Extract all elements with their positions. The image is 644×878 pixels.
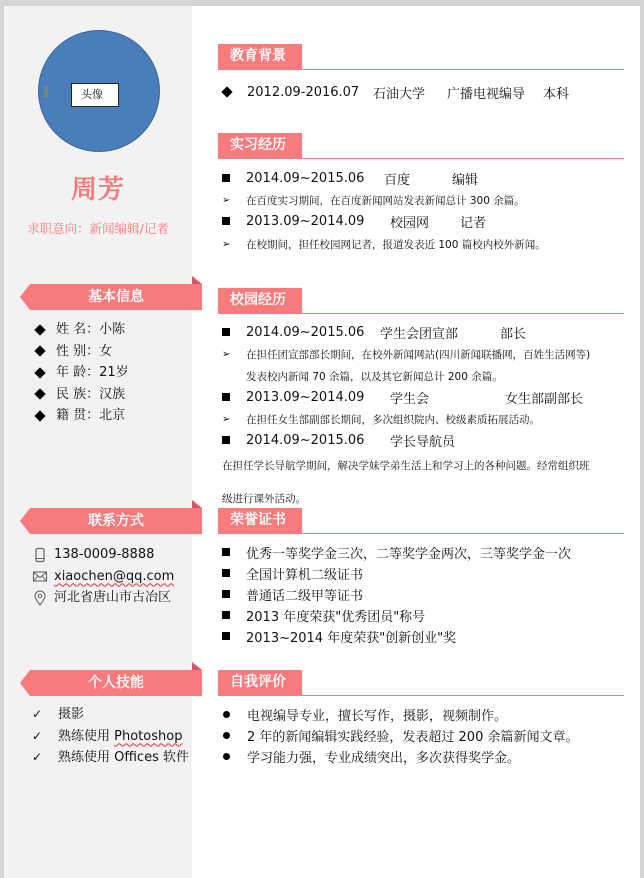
ribbon-fold <box>192 500 202 508</box>
section-title: 教育背景 <box>218 44 302 69</box>
campus-desc: ➢ 在担任女生部副部长期间，多次组织院内、校级素质拓展活动。 <box>222 413 540 426</box>
internship-entry: 2013.09~2014.09 校园网 记者 <box>222 211 486 231</box>
square-bullet-icon <box>222 174 230 182</box>
round-bullet-icon <box>223 753 230 760</box>
square-bullet-icon <box>222 393 230 401</box>
internship-desc: ➢ 在校期间，担任校园网记者，报道发表近 100 篇校内校外新闻。 <box>222 238 546 251</box>
campus-desc: 在担任学长导航学期间，解决学妹学弟生活上和学习上的各种问题。经常组织班 <box>222 460 590 472</box>
diamond-bullet-icon <box>34 324 45 335</box>
square-bullet-icon <box>222 328 230 336</box>
section-title: 基本信息 <box>88 289 144 305</box>
square-bullet-icon <box>222 632 230 640</box>
round-bullet-icon <box>223 732 230 739</box>
contact-list <box>32 544 174 609</box>
square-bullet-icon <box>222 548 230 556</box>
contact-ribbon <box>20 508 202 534</box>
honors-header <box>218 508 624 534</box>
square-bullet-icon <box>222 569 230 577</box>
self-eval-item: 电视编导专业，擅长写作，摄影，视频制作。 <box>222 704 507 724</box>
basic-info-ribbon <box>20 284 202 310</box>
arrow-bullet-icon: ➢ <box>222 238 231 250</box>
ribbon-fold <box>192 276 202 284</box>
section-title: 实习经历 <box>218 133 302 158</box>
internship-header <box>218 133 624 159</box>
resize-handle[interactable] <box>44 86 48 98</box>
contact-phone: 138-0009-8888 <box>32 544 174 566</box>
square-bullet-icon <box>222 436 230 444</box>
arrow-bullet-icon: ➢ <box>222 348 231 360</box>
honor-item: 2013 年度荣获"优秀团员"称号 <box>222 605 425 625</box>
square-bullet-icon <box>222 217 230 225</box>
contact-email: xiaochen@qq.com <box>32 566 174 588</box>
skills-list <box>32 704 189 769</box>
checkmark-icon: ✓ <box>32 750 43 764</box>
info-age: 年 龄： 21岁 <box>34 362 129 384</box>
square-bullet-icon <box>222 590 230 598</box>
round-bullet-icon <box>223 711 230 718</box>
arrow-bullet-icon: ➢ <box>222 194 231 206</box>
avatar-label[interactable]: 头像 <box>71 83 119 107</box>
honor-item: 普通话二级甲等证书 <box>222 584 363 604</box>
internship-desc: ➢ 在百度实习期间，在百度新闻网站发表新闻总计 300 余篇。 <box>222 194 525 207</box>
diamond-bullet-icon <box>34 367 45 378</box>
checkmark-icon: ✓ <box>32 728 43 743</box>
square-bullet-icon <box>222 611 230 619</box>
diamond-bullet-icon <box>221 86 232 97</box>
contact-address: 河北省唐山市古冶区 <box>32 587 174 609</box>
location-pin-icon <box>32 590 48 606</box>
honor-item: 优秀一等奖学金三次，二等奖学金两次，三等奖学金一次 <box>222 542 571 562</box>
section-title: 联系方式 <box>88 513 144 529</box>
section-title: 校园经历 <box>218 288 302 313</box>
campus-desc: ➢ 在担任团宣部部长期间，在校外新闻网站(四川新闻联播网，百姓生活网等) <box>222 348 591 361</box>
campus-header <box>218 288 624 314</box>
self-eval-header <box>218 670 624 696</box>
education-header <box>218 44 624 70</box>
education-entry: 2012.09-2016.07 石油大学 广播电视编导 本科 <box>222 82 569 102</box>
section-title: 荣誉证书 <box>218 508 302 533</box>
campus-entry: 2014.09~2015.06 学长导航员 <box>222 430 455 450</box>
arrow-bullet-icon: ➢ <box>222 413 231 425</box>
skill-item: ✓ 摄影 <box>32 704 189 726</box>
sidebar <box>4 6 192 878</box>
skill-item: ✓ 熟练使用 Photoshop <box>32 726 189 748</box>
info-ethnicity: 民 族： 汉族 <box>34 384 129 406</box>
basic-info-list <box>34 319 129 427</box>
self-eval-item: 学习能力强，专业成绩突出，多次获得奖学金。 <box>222 746 520 766</box>
campus-entry: 2014.09~2015.06 学生会团宣部 部长 <box>222 322 526 342</box>
info-hometown: 籍 贯： 北京 <box>34 405 129 427</box>
skills-ribbon <box>20 670 202 696</box>
checkmark-icon: ✓ <box>32 707 43 721</box>
skill-item: ✓ 熟练使用 Offices 软件 <box>32 747 189 769</box>
resume-page <box>4 6 640 878</box>
honor-item: 全国计算机二级证书 <box>222 563 363 583</box>
mail-icon <box>32 568 48 584</box>
campus-entry: 2013.09~2014.09 学生会 女生部副部长 <box>222 387 583 407</box>
campus-desc-cont: 发表校内新闻 70 余篇，以及其它新闻总计 200 余篇。 <box>246 370 503 383</box>
ribbon-fold <box>192 662 202 670</box>
phone-icon <box>32 547 48 563</box>
section-title: 个人技能 <box>88 675 144 691</box>
diamond-bullet-icon <box>34 389 45 400</box>
job-intent: 求职意向：新闻编辑/记者 <box>27 221 169 236</box>
section-title: 自我评价 <box>218 670 302 695</box>
self-eval-item: 2 年的新闻编辑实践经验，发表超过 200 余篇新闻文章。 <box>222 725 578 745</box>
internship-entry: 2014.09~2015.06 百度 编辑 <box>222 168 478 188</box>
info-gender: 性 别： 女 <box>34 341 129 363</box>
avatar-circle[interactable] <box>38 30 160 152</box>
campus-desc-cont: 级进行课外活动。 <box>222 493 306 505</box>
info-name: 姓 名： 小陈 <box>34 319 129 341</box>
honor-item: 2013~2014 年度荣获"创新创业"奖 <box>222 626 456 646</box>
diamond-bullet-icon <box>34 410 45 421</box>
candidate-name: 周芳 <box>70 175 125 205</box>
diamond-bullet-icon <box>34 346 45 357</box>
